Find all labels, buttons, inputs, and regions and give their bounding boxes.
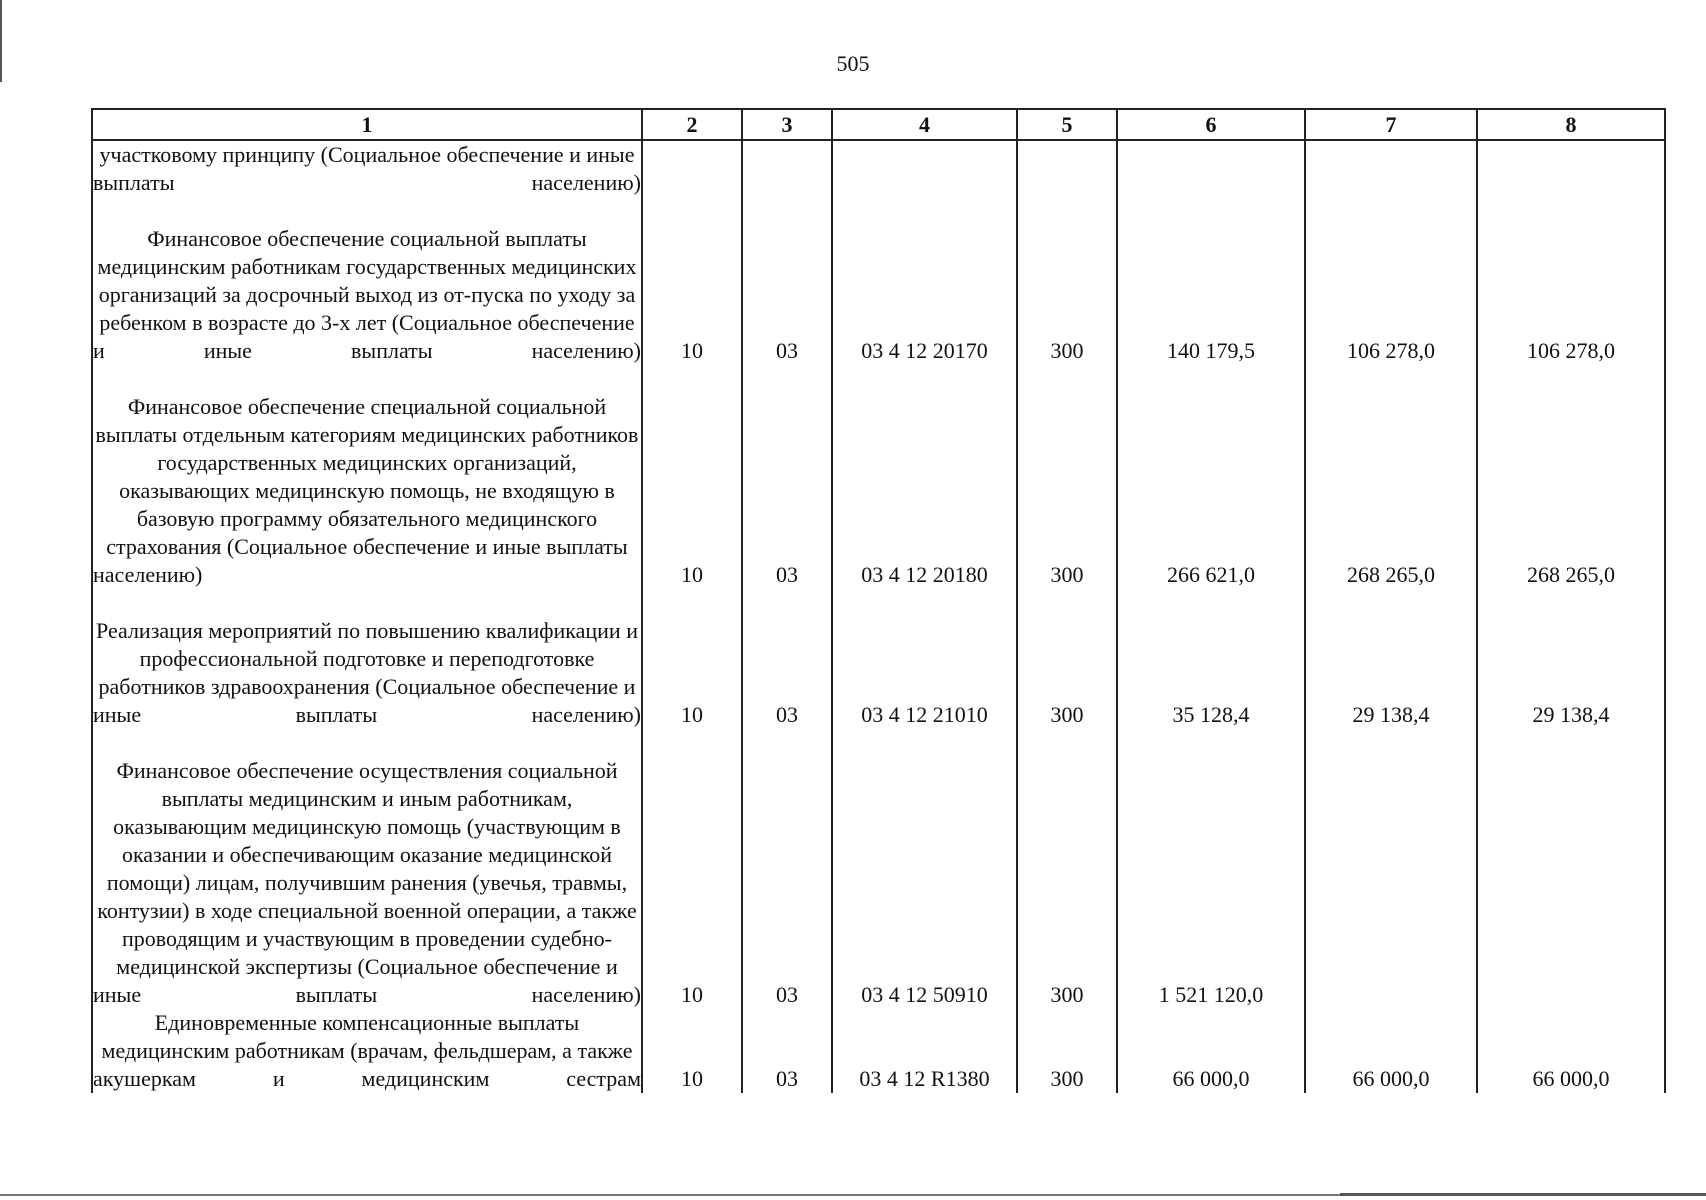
cell-amount-7 <box>1305 140 1477 197</box>
cell-expense-type: 300 <box>1017 729 1117 1009</box>
cell-target-code: 03 4 12 R1380 <box>832 1009 1017 1093</box>
column-header: 1 <box>92 109 642 140</box>
cell-section: 10 <box>642 589 742 729</box>
row-description: Финансовое обеспечение специальной социальной выплаты отдельным категориям медицинских работников государственных медицинских организаций, оказывающих медицинскую помощь, не входящую в базовую программу обязательного медицинского страхования (Социальное обеспечение и иные выплаты населению) <box>92 365 642 589</box>
row-description: участковому принципу (Социальное обеспечение и иные выплаты населению) <box>93 142 641 195</box>
cell-amount-7: 66 000,0 <box>1305 1009 1477 1093</box>
row-description: Реализация мероприятий по повышению квалификации и профессиональной подготовке и переподготовке работников здравоохранения (Социальное обеспечение и иные выплаты населению) <box>92 589 642 729</box>
cell-expense-type: 300 <box>1017 365 1117 589</box>
cell-section: 10 <box>642 197 742 365</box>
table-row <box>92 1009 1665 1093</box>
cell-expense-type <box>1017 140 1117 197</box>
cell-amount-7: 29 138,4 <box>1305 589 1477 729</box>
row-description: Единовременные компенсационные выплаты медицинским работникам (врачам, фельдшерам, а также акушеркам и медицинским сестрам <box>93 1010 641 1091</box>
cell-section: 10 <box>642 365 742 589</box>
cell-amount-6: 66 000,0 <box>1117 1009 1305 1093</box>
cell-target-code: 03 4 12 21010 <box>832 589 1017 729</box>
budget-table <box>91 108 1666 1093</box>
cell-amount-8: 106 278,0 <box>1477 197 1665 365</box>
column-header: 4 <box>832 109 1017 140</box>
cell-amount-7: 268 265,0 <box>1305 365 1477 589</box>
column-header: 8 <box>1477 109 1665 140</box>
cell-amount-7 <box>1305 729 1477 1009</box>
cell-amount-6: 35 128,4 <box>1117 589 1305 729</box>
row-description: Финансовое обеспечение осуществления социальной выплаты медицинским и иным работникам, оказывающим медицинскую помощь (участвующим в оказании и обеспечивающим оказание медицинской помощи) лицам, получившим ранения (увечья, травмы, контузии) в ходе специальной военной операции, а также проводящим и участвующим в проведении судебно-медицинской экспертизы (Социальное обеспечение и иные выплаты населению) <box>92 729 642 1009</box>
column-header: 5 <box>1017 109 1117 140</box>
cell-amount-8 <box>1477 729 1665 1009</box>
table-row <box>92 197 1665 365</box>
scan-edge <box>1340 1193 1706 1196</box>
cell-amount-6: 140 179,5 <box>1117 197 1305 365</box>
column-header: 7 <box>1305 109 1477 140</box>
cell-amount-7: 106 278,0 <box>1305 197 1477 365</box>
table-row <box>92 365 1665 589</box>
table-row <box>92 140 1665 197</box>
column-header: 3 <box>742 109 832 140</box>
cell-amount-6 <box>1117 140 1305 197</box>
table-header-row <box>92 109 1665 140</box>
cell-amount-6: 1 521 120,0 <box>1117 729 1305 1009</box>
cell-amount-8 <box>1477 140 1665 197</box>
cell-subsection: 03 <box>742 197 832 365</box>
cell-amount-8: 268 265,0 <box>1477 365 1665 589</box>
cell-subsection: 03 <box>742 365 832 589</box>
row-description: Финансовое обеспечение социальной выплаты медицинским работникам государственных медицинских организаций за досрочный выход из от-пуска по уходу за ребенком в возрасте до 3-х лет (Социальное обеспечение и иные выплаты населению) <box>92 197 642 365</box>
table-row <box>92 589 1665 729</box>
table-row <box>92 729 1665 1009</box>
cell-amount-8: 66 000,0 <box>1477 1009 1665 1093</box>
cell-target-code <box>832 140 1017 197</box>
page-number: 505 <box>836 51 870 76</box>
column-header: 2 <box>642 109 742 140</box>
cell-amount-8: 29 138,4 <box>1477 589 1665 729</box>
cell-section <box>642 140 742 197</box>
cell-expense-type: 300 <box>1017 589 1117 729</box>
cell-subsection: 03 <box>742 729 832 1009</box>
cell-section: 10 <box>642 1009 742 1093</box>
cell-subsection: 03 <box>742 1009 832 1093</box>
column-header: 6 <box>1117 109 1305 140</box>
cell-target-code: 03 4 12 20170 <box>832 197 1017 365</box>
cell-subsection <box>742 140 832 197</box>
cell-expense-type: 300 <box>1017 197 1117 365</box>
cell-expense-type: 300 <box>1017 1009 1117 1093</box>
cell-subsection: 03 <box>742 589 832 729</box>
cell-amount-6: 266 621,0 <box>1117 365 1305 589</box>
cell-target-code: 03 4 12 20180 <box>832 365 1017 589</box>
cell-section: 10 <box>642 729 742 1009</box>
cell-target-code: 03 4 12 50910 <box>832 729 1017 1009</box>
